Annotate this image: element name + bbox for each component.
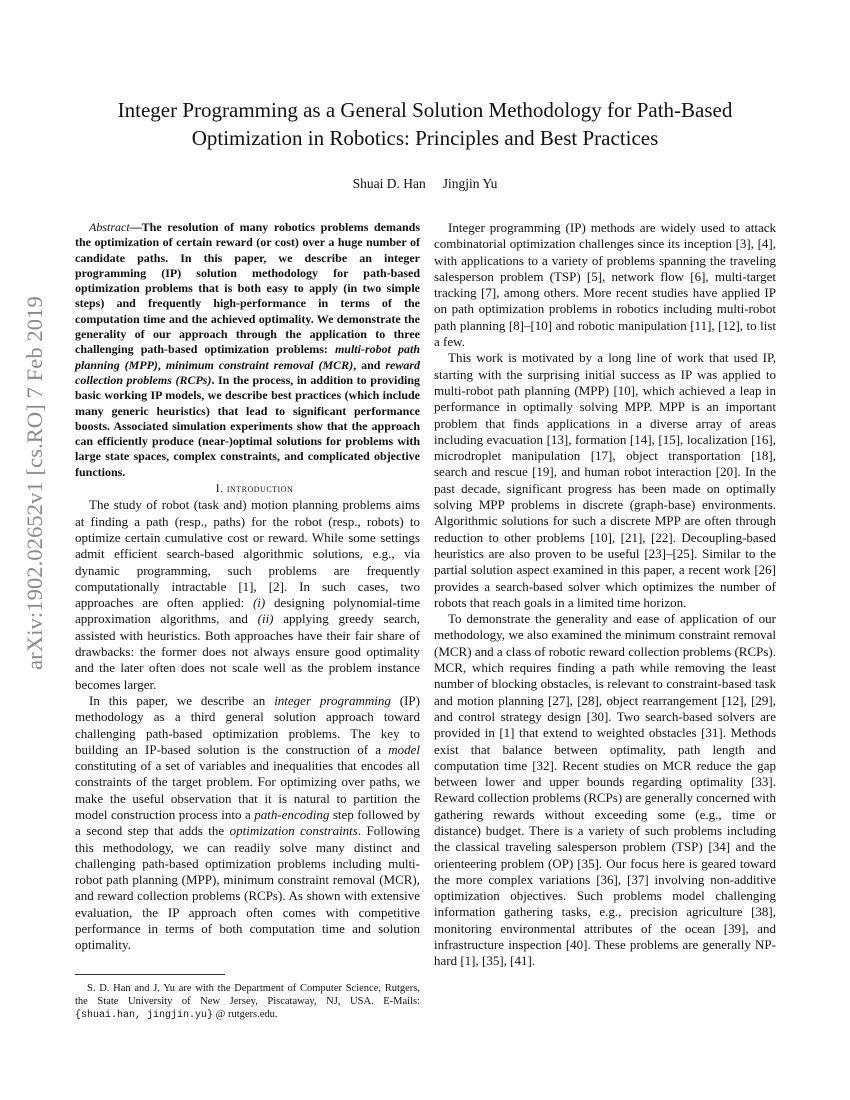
body-paragraph: The study of robot (task and) motion planning problems aims at finding a path (resp., paths) for the robot (resp., robots) to optimize certain cumulative cost or reward. While some settings admit efficient search-based algorithmic solutions, e.g., via dynamic programming, such problems are frequently computationally intractable [1], [2]. In such cases, two approaches are often applied: (i) designing polynomial-time approximation algorithms, and (ii) applying greedy search, assisted with heuristics. Both approaches have their fair share of drawbacks: the former does not always ensure good optimality and the later often does not scale well as the problem instance becomes larger. [75, 497, 420, 692]
arxiv-identifier-sidebar [14, 295, 56, 670]
abstract-label: Abstract [89, 220, 130, 234]
title-line-2: Optimization in Robotics: Principles and Best Practices [191, 126, 659, 150]
author-name: Jingjin Yu [442, 176, 498, 191]
section-numeral: I. [215, 483, 224, 496]
paper-title [60, 96, 790, 152]
author-name: Shuai D. Han [352, 176, 426, 191]
body-paragraph: Integer programming (IP) methods are widely used to attack combinatorial optimization challenges since its inception [3], [4], with applications to a variety of problems spanning the traveling salesperson problem (TSP) [5], network flow [6], multi-target tracking [7], among others. More recent studies have applied IP on path optimization problems in robotics including multi-robot path planning [8]–[10] and robotic manipulation [11], [12], to list a few. [434, 220, 776, 350]
left-column [75, 220, 420, 954]
footnote-divider [75, 974, 225, 975]
abstract-paragraph: Abstract—The resolution of many robotics problems demands the optimization of certain reward (or cost) over a huge number of candidate paths. In this paper, we describe an integer programming (IP) solution methodology for path-based optimization problems that is both easy to apply (in two simple steps) and frequently high-performance in terms of the computation time and the achieved optimality. We demonstrate the generality of our approach through the application to three challenging path-based optimization problems: multi-robot path planning (MPP), minimum constraint removal (MCR), and reward collection problems (RCPs). In the process, in addition to providing basic working IP models, we describe best practices (which include many generic heuristics) that lead to significant performance boosts. Associated simulation experiments show that the approach can efficiently produce (near-)optimal solutions for problems with large state spaces, complex constraints, and complicated objective functions. [75, 220, 420, 479]
abstract-term-mpp: multi-robot path planning (MPP) [75, 342, 420, 372]
abstract-term-rcp: reward collection problems (RCPs) [75, 357, 420, 387]
right-column [434, 220, 776, 970]
section-heading-introduction [75, 480, 420, 497]
author-emails: {shuai.han, jingjin.yu} [75, 1010, 214, 1021]
body-paragraph: To demonstrate the generality and ease of application of our methodology, we also examined the minimum constraint removal (MCR) and a class of robotic reward collection problems (RCPs). MCR, which requires finding a path while removing the least number of blocking obstacles, is relevant to constraint-based task and motion planning [27], [28], object rearrangement [12], [29], and control strategy design [30]. Two search-based solvers are provided in [1] that extend to weighted obstacles [31]. Methods exist that balance between optimality, path length and computation time [32]. Recent studies on MCR reduce the gap between lower and upper bounds regarding optimality [33]. Reward collection problems (RCPs) are generally concerned with gathering rewards without exceeding some (e.g., time or distance) budget. There is a variety of such problems including the classical traveling salesperson problem (TSP) [34] and the orienteering problem (OP) [35]. Our focus here is geared toward the more complex variations [36], [37] involving non-additive optimization objectives. Such problems model challenging information gathering tasks, e.g., precision agriculture [38], monitoring environmental attributes of the ocean [39], and infrastructure inspection [40]. These problems are generally NP-hard [1], [35], [41]. [434, 611, 776, 969]
abstract-term-mcr: minimum constraint removal (MCR) [165, 357, 354, 372]
body-paragraph: In this paper, we describe an integer programming (IP) methodology as a third general solution approach toward challenging path-based optimization problems. The key to building an IP-based solution is the construction of a model constituting of a set of variables and inequalities that encodes all constraints of the target problem. For optimizing over paths, we make the useful observation that it is natural to partition the model construction process into a path-encoding step followed by a second step that adds the optimization constraints. Following this methodology, we can readily solve many distinct and challenging path-based optimization problems including multi-robot path planning (MPP), minimum constraint removal (MCR), and reward collection problems (RCPs). As shown with extensive evaluation, the IP approach often comes with competitive performance in terms of both computation time and solution optimality. [75, 692, 420, 953]
author-list [60, 176, 790, 192]
arxiv-identifier-text: arXiv:1902.02652v1 [cs.RO] 7 Feb 2019 [22, 295, 48, 670]
author-affiliation-footnote: S. D. Han and J. Yu are with the Department of Computer Science, Rutgers, the State University of New Jersey, Piscataway, NJ, USA. E-Mails: {shuai.han, jingjin.yu} @ rutgers.edu. [75, 983, 420, 1021]
body-paragraph: This work is motivated by a long line of work that used IP, starting with the surprising initial success as IP was applied to multi-robot path planning (MPP) [10], which achieved a leap in performance in optimally solving MPP. MPP is an important problem that finds applications in a diverse array of areas including evacuation [13], formation [14], [15], localization [16], microdroplet manipulation [17], object transportation [18], search and rescue [19], and human robot interaction [20]. In the past decade, significant progress has been made on optimally solving MPP problems in discrete (graph-base) environments. Algorithmic solutions for such a discrete MPP are often through reduction to other problems [10], [21], [22]. Decoupling-based heuristics are also proven to be useful [23]–[25]. Similar to the partial solution aspect examined in this paper, a recent work [26] provides a search-based solver which optimizes the number of robots that reach goals in a limited time horizon. [434, 350, 776, 610]
title-line-1: Integer Programming as a General Solution Methodology for Path-Based [117, 98, 733, 122]
section-title: introduction [226, 481, 294, 496]
